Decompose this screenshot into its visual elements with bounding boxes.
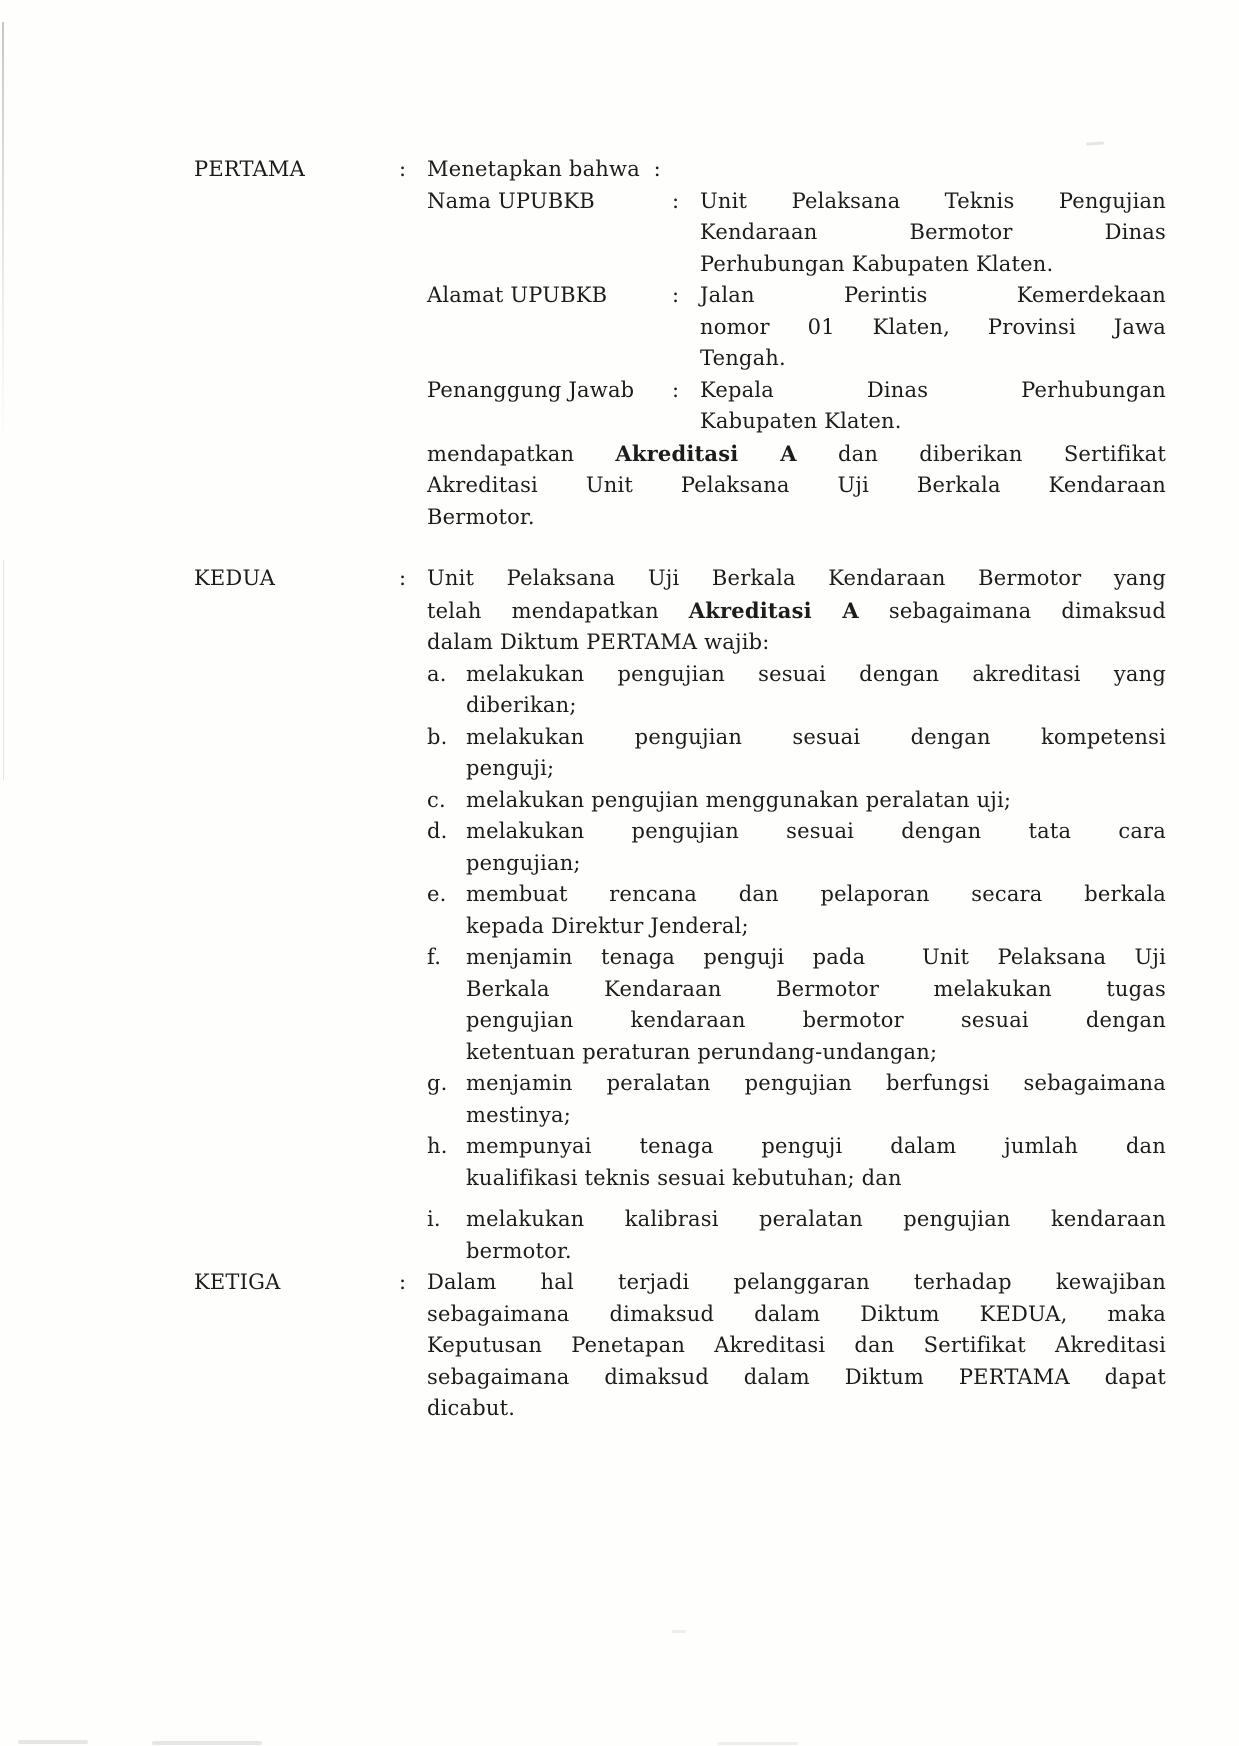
text-run: Perhubungan Kabupaten Klaten. [700, 251, 1054, 276]
text-run: Kendaraan Bermotor Dinas [700, 220, 1166, 244]
text-line [466, 942, 1166, 974]
list-item [427, 816, 1166, 879]
list-text [466, 722, 1166, 785]
list-marker: a. [427, 661, 447, 686]
field-value [700, 280, 1166, 375]
text-line [466, 848, 1166, 880]
diktum-section [194, 154, 1166, 533]
text-line [466, 1131, 1166, 1163]
text-line [466, 974, 1166, 1006]
text-run: Berkala Kendaraan Bermotor melakukan tugas [466, 976, 1166, 1001]
bold-text-run: Akreditasi A [688, 597, 859, 623]
text-run: melakukan pengujian sesuai dengan kompetensi [466, 724, 1166, 749]
text-run: dicabut. [427, 1396, 516, 1420]
text-run: penguji; [466, 756, 555, 780]
text-run: Unit Pelaksana Uji Berkala Kendaraan Bermotor yang [427, 566, 1166, 590]
list-marker: b. [427, 724, 448, 749]
text-line [427, 470, 1166, 502]
text-run: kualifikasi teknis sesuai kebutuhan; dan [466, 1165, 902, 1190]
text-line [427, 1267, 1166, 1299]
diktum-label: KEDUA [194, 566, 276, 590]
list-marker: d. [427, 819, 448, 843]
field-colon: : [672, 188, 680, 213]
paragraph [427, 1267, 1166, 1425]
scan-artifact-smudge [152, 1741, 262, 1745]
text-run: melakukan pengujian sesuai dengan tata cara [466, 819, 1166, 843]
text-line [466, 722, 1166, 754]
diktum-colon: : [399, 1270, 407, 1294]
text-run: Kepala Dinas Perhubungan [700, 377, 1166, 402]
list-text [466, 942, 1166, 1068]
text-line [700, 217, 1166, 249]
text-line [700, 312, 1166, 344]
text-line [427, 1330, 1166, 1362]
text-run: Tengah. [700, 346, 786, 370]
text-run: menjamin tenaga penguji pada Unit Pelaksana Uji [466, 945, 1166, 969]
list-item [427, 942, 1166, 1068]
diktum-content [427, 1267, 1166, 1425]
text-line [466, 1163, 1166, 1195]
list-marker: c. [427, 787, 446, 812]
scan-artifact-smudge [718, 1742, 798, 1745]
text-line [427, 1393, 1166, 1425]
text-line [466, 1236, 1166, 1268]
text-run: melakukan kalibrasi peralatan pengujian kendaraan [466, 1207, 1166, 1231]
text-run: melakukan pengujian sesuai dengan akreditasi yang [466, 661, 1166, 686]
text-line [427, 1362, 1166, 1394]
text-line [466, 911, 1166, 943]
field-colon: : [672, 283, 680, 307]
text-line [427, 154, 1166, 186]
list-marker: f. [427, 945, 442, 969]
text-line [466, 1005, 1166, 1037]
list-item [427, 879, 1166, 942]
text-line [466, 816, 1166, 848]
text-line [466, 1100, 1166, 1132]
diktum-section [194, 563, 1166, 1267]
text-run: sebagaimana dimaksud dalam Diktum PERTAMA dapat [427, 1364, 1166, 1389]
text-line [427, 502, 1166, 534]
text-line [700, 249, 1166, 281]
scan-artifact-smudge [1086, 141, 1104, 145]
text-run: diberikan; [466, 693, 577, 717]
diktum-content [427, 563, 1166, 1267]
list-item [427, 1204, 1166, 1267]
text-run: melakukan pengujian menggunakan peralatan uji; [466, 787, 1012, 812]
scan-artifact-left-edge [2, 22, 4, 442]
diktum-label: KETIGA [194, 1270, 281, 1294]
scan-artifact-smudge [672, 1630, 686, 1633]
text-run: membuat rencana dan pelaporan secara berkala [466, 882, 1166, 906]
paragraph [427, 563, 1166, 659]
key-value-row [427, 375, 1166, 438]
text-run: Bermotor. [427, 504, 535, 529]
text-run: menjamin peralatan pengujian berfungsi sebagaimana [466, 1071, 1166, 1095]
text-line [700, 343, 1166, 375]
text-run: dan diberikan Sertifikat [796, 441, 1167, 466]
list-text [466, 785, 1166, 817]
list-item [427, 1131, 1166, 1194]
text-line [466, 879, 1166, 911]
text-line [466, 753, 1166, 785]
text-run: sebagaimana dimaksud [858, 598, 1166, 623]
text-line [466, 785, 1166, 817]
key-value-row [427, 280, 1166, 375]
text-line [700, 280, 1166, 312]
field-colon: : [672, 377, 680, 402]
diktum-section [194, 1267, 1166, 1425]
list-text [466, 1131, 1166, 1194]
text-run: sebagaimana dimaksud dalam Diktum KEDUA, maka [427, 1301, 1166, 1326]
paragraph [427, 154, 1166, 186]
list-marker: i. [427, 1207, 441, 1231]
diktum-content [427, 154, 1166, 533]
text-line [466, 1204, 1166, 1236]
text-line [427, 627, 1166, 659]
list-item [427, 659, 1166, 722]
bold-text-run: Akreditasi A [615, 440, 797, 466]
field-label: Nama UPUBKB [427, 188, 595, 213]
text-line [700, 375, 1166, 407]
text-line [466, 690, 1166, 722]
field-value [700, 375, 1166, 438]
text-run: Jalan Perintis Kemerdekaan [700, 283, 1166, 307]
text-line [466, 1068, 1166, 1100]
text-run: pengujian; [466, 850, 581, 875]
text-line [700, 406, 1166, 438]
list-marker: e. [427, 882, 447, 906]
text-run: telah mendapatkan [427, 598, 689, 623]
text-line [427, 595, 1166, 628]
paragraph [427, 438, 1166, 534]
text-run: mestinya; [466, 1102, 572, 1127]
text-run: mempunyai tenaga penguji dalam jumlah dan [466, 1134, 1166, 1158]
decree-body [194, 154, 1166, 1425]
diktum-colon: : [399, 566, 407, 590]
list-text [466, 1068, 1166, 1131]
list-marker: g. [427, 1071, 448, 1095]
scan-artifact-smudge [18, 1740, 88, 1744]
text-run: dalam Diktum PERTAMA wajib: [427, 630, 770, 654]
field-label: Alamat UPUBKB [427, 283, 608, 307]
text-run: Keputusan Penetapan Akreditasi dan Sertifikat Akreditasi [427, 1333, 1166, 1357]
text-run: Menetapkan bahwa : [427, 157, 661, 181]
text-run: Dalam hal terjadi pelanggaran terhadap kewajiban [427, 1270, 1166, 1294]
diktum-label: PERTAMA [194, 157, 305, 181]
list-text [466, 816, 1166, 879]
field-label: Penanggung Jawab [427, 377, 635, 402]
list-item [427, 785, 1166, 817]
text-line [427, 563, 1166, 595]
diktum-colon: : [399, 157, 407, 181]
text-line [700, 186, 1166, 218]
text-line [427, 1299, 1166, 1331]
field-value [700, 186, 1166, 281]
text-run: ketentuan peraturan perundang-undangan; [466, 1039, 938, 1064]
scan-artifact-left-edge-2 [3, 560, 4, 780]
list-text [466, 659, 1166, 722]
text-run: mendapatkan [427, 441, 616, 466]
list-marker: h. [427, 1134, 448, 1158]
text-run: nomor 01 Klaten, Provinsi Jawa [700, 314, 1166, 339]
text-line [466, 659, 1166, 691]
text-run: Akreditasi Unit Pelaksana Uji Berkala Kendaraan [427, 473, 1166, 497]
text-run: bermotor. [466, 1238, 572, 1263]
text-line [427, 438, 1166, 471]
key-value-row [427, 186, 1166, 281]
list-item [427, 722, 1166, 785]
text-run: kepada Direktur Jenderal; [466, 913, 749, 938]
text-run: Kabupaten Klaten. [700, 409, 902, 433]
list-text [466, 879, 1166, 942]
text-run: Unit Pelaksana Teknis Pengujian [700, 188, 1166, 213]
text-run: pengujian kendaraan bermotor sesuai dengan [466, 1008, 1166, 1032]
text-line [466, 1037, 1166, 1069]
list-item [427, 1068, 1166, 1131]
list-text [466, 1204, 1166, 1267]
